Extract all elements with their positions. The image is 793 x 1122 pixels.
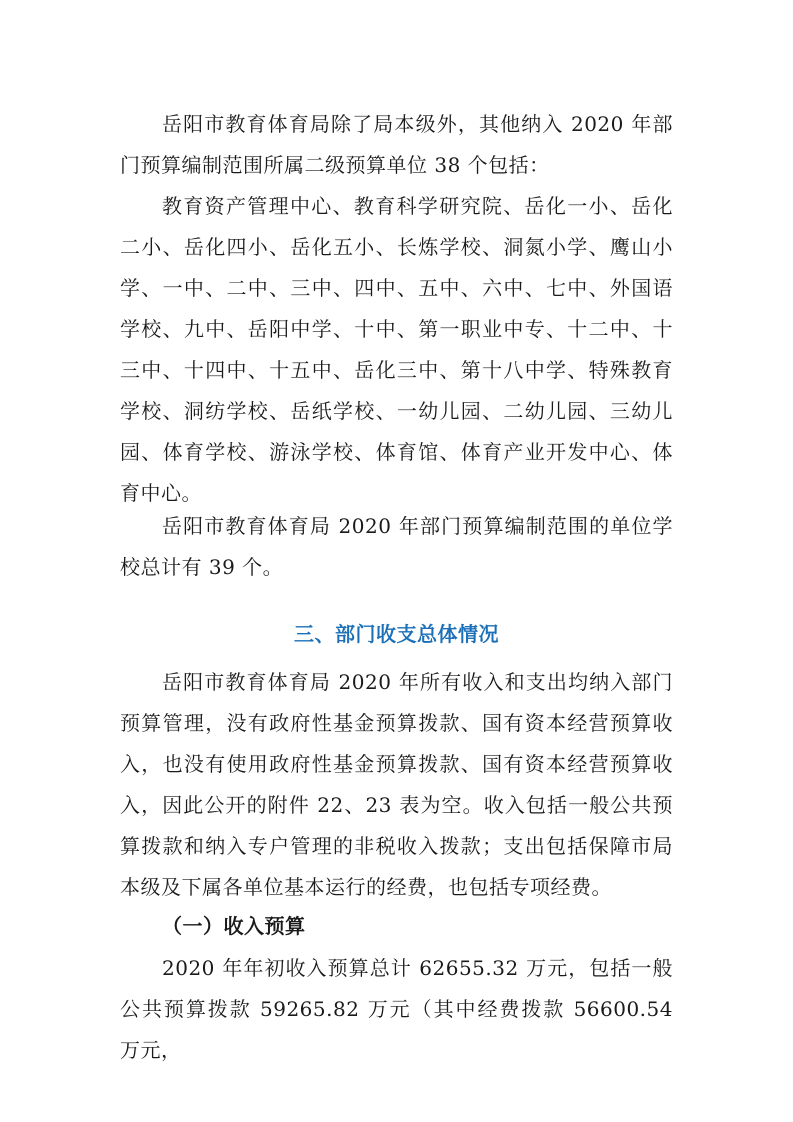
subsection-heading-revenue-budget: （一）收入预算	[162, 914, 306, 938]
paragraph-revenue-budget-total: 2020 年年初收入预算总计 62655.32 万元，包括一般公共预算拨款 59265.82 万元（其中经费拨款 56600.54 万元，	[120, 956, 673, 1062]
paragraph-subordinate-units-intro: 岳阳市教育体育局除了局本级外，其他纳入 2020 年部门预算编制范围所属二级预算单位 38 个包括：	[120, 112, 673, 177]
paragraph-unit-list: 教育资产管理中心、教育科学研究院、岳化一小、岳化二小、岳化四小、岳化五小、长炼学校、洞氮小学、鹰山小学、一中、二中、三中、四中、五中、六中、七中、外国语学校、九中、岳阳中学、十中、第一职业中专、十二中、十三中、十四中、十五中、岳化三中、第十八中学、特殊教育学校、洞纺学校、岳纸学校、一幼儿园、二幼儿园、三幼儿园、体育学校、游泳学校、体育馆、体育产业开发中心、体育中心。	[120, 194, 673, 505]
section-heading: 三、部门收支总体情况	[294, 622, 499, 646]
paragraph-revenue-expenditure-overview: 岳阳市教育体育局 2020 年所有收入和支出均纳入部门预算管理，没有政府性基金预算拨款、国有资本经营预算收入，也没有使用政府性基金预算拨款、国有资本经营预算收入，因此公开的附件 22、23 表为空。收入包括一般公共预算拨款和纳入专户管理的非税收入拨款；支出包括保障市局本级及下属各单位基本运行的经费，也包括专项经费。	[120, 670, 673, 899]
paragraph-unit-total: 岳阳市教育体育局 2020 年部门预算编制范围的单位学校总计有 39 个。	[120, 514, 673, 579]
